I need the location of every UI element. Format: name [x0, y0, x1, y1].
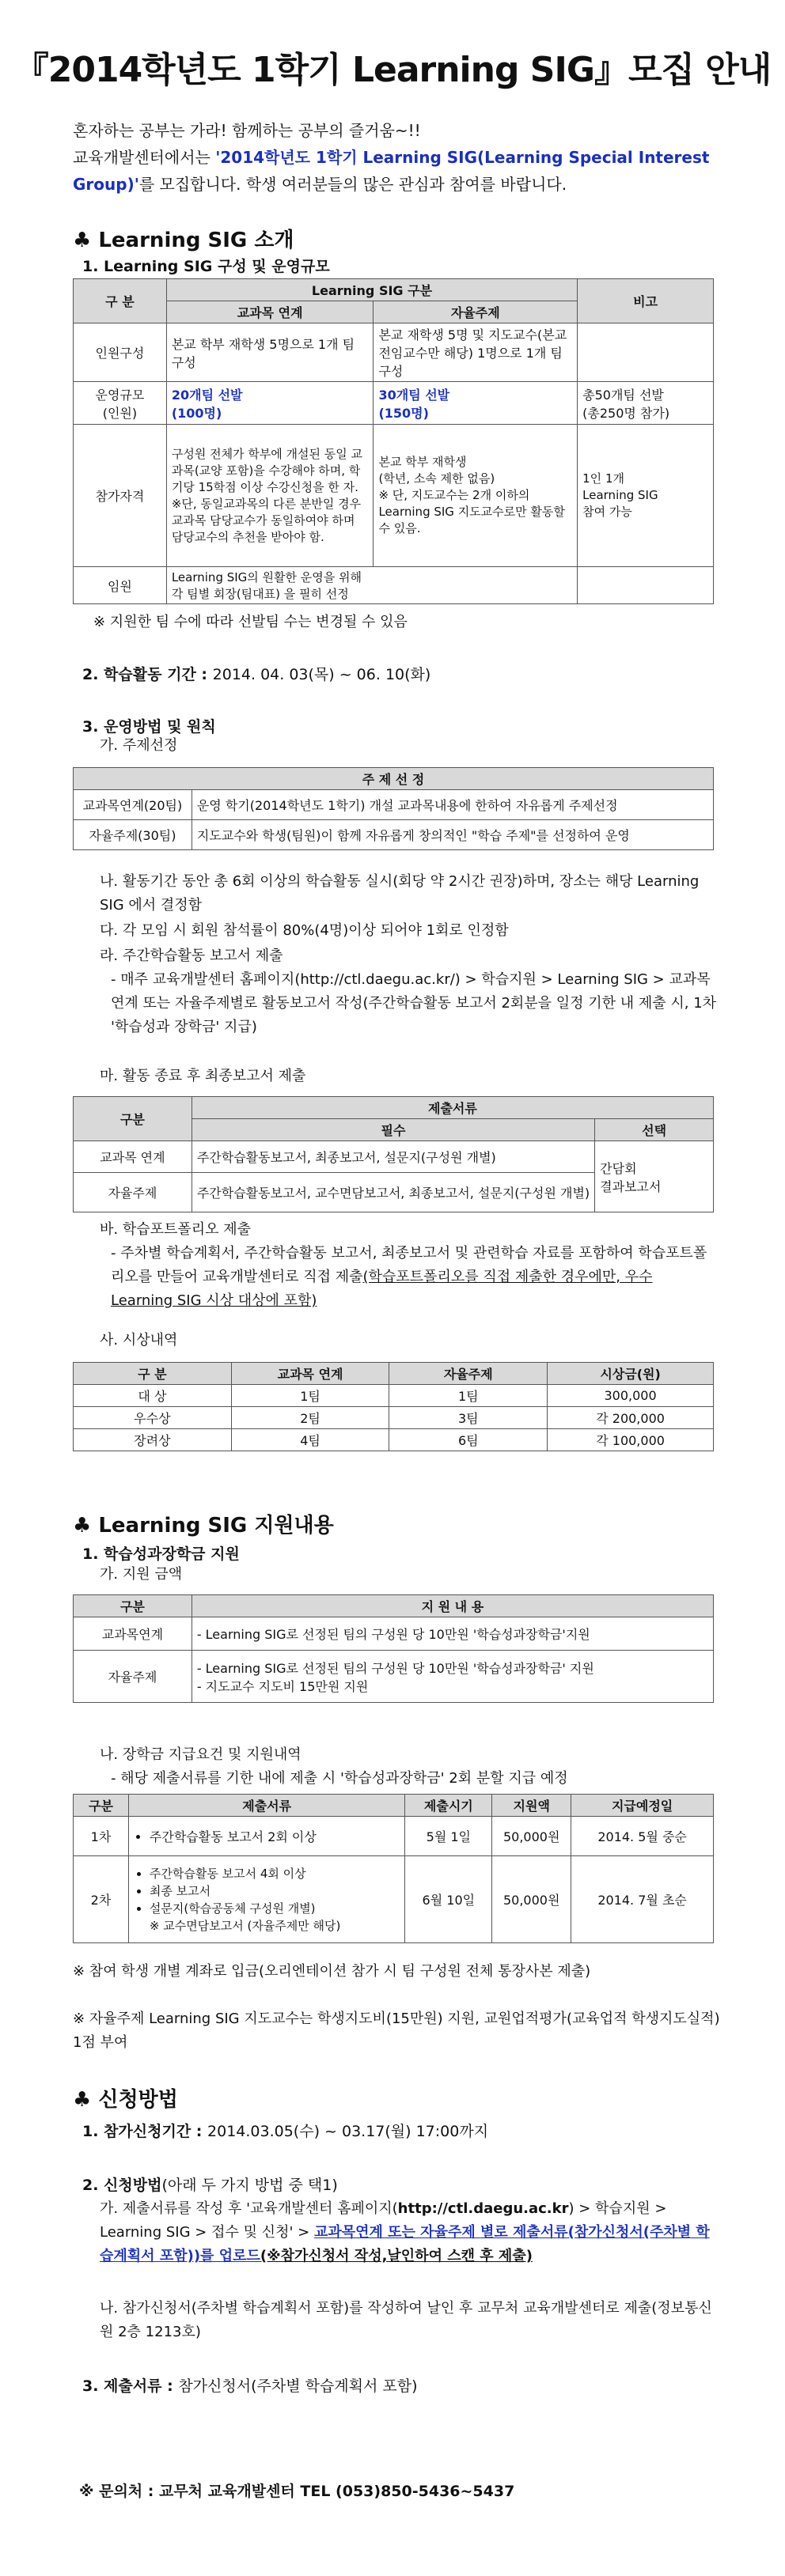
th-opt: 선택: [595, 1119, 714, 1141]
th-col2: 자율주제: [374, 301, 578, 323]
cell: 2014. 7월 초순: [571, 1856, 714, 1943]
cell: 50,000원: [492, 1856, 571, 1943]
cell: 각 200,000: [548, 1407, 714, 1429]
rule-ra-detail: - 매주 교육개발센터 홈페이지(http://ctl.daegu.ac.kr/) > 학습지원 > Learning SIG > 교과목연계 또는 자율주제별로 활동보고서 작성(주간학습활동 보고서 2회분을 일정 기한 내 제출 시, 1차 '학습성과 장학금' 지급): [111, 971, 717, 1035]
row-label: 임원: [74, 567, 167, 604]
apply-method-note: (아래 두 가지 방법 중 택1): [161, 2177, 338, 2194]
cell: 우수상: [74, 1407, 232, 1429]
homepage-link[interactable]: http://ctl.daegu.ac.kr: [397, 2200, 569, 2217]
rule-ma: 마. 활동 종료 후 최종보고서 제출: [100, 1068, 306, 1084]
topic-heading: 가. 주제선정: [100, 737, 178, 754]
cell: 본교 학부 재학생 5명으로 1개 팀 구성: [166, 323, 374, 382]
th-content: 지 원 내 용: [192, 1595, 713, 1617]
amount-heading: 가. 지원 금액: [100, 1566, 183, 1583]
list-item: • 설문지(학습공동체 구성원 개별): [150, 1900, 400, 1917]
cell: 30개팀 선발 (150명): [374, 382, 578, 425]
list-item-note: [134, 1917, 400, 1935]
section-intro-heading: ♣ Learning SIG 소개: [73, 229, 294, 252]
apply-period-value: 2014.03.05(수) ~ 03.17(월) 17:00까지: [207, 2123, 489, 2140]
row-label: 교과목 연계: [74, 1141, 192, 1173]
cell: [578, 323, 714, 382]
scholarship-heading: 1. 학습성과장학금 지원: [82, 1545, 240, 1563]
contact-footer: ※ 문의처 : 교무처 교육개발센터 TEL (053)850-5436~5437: [79, 2483, 515, 2500]
cell: 운영 학기(2014학년도 1학기) 개설 교과목내용에 한하여 자유롭게 주제선정: [192, 790, 713, 820]
section-support-heading: ♣ Learning SIG 지원내용: [73, 1514, 334, 1538]
note-prefix: ※: [149, 1918, 160, 1933]
cell: 50,000원: [492, 1817, 571, 1856]
cell: [192, 1651, 713, 1703]
th-col1: 교과목 연계: [166, 301, 374, 323]
rule-na: 나. 활동기간 동안 총 6회 이상의 학습활동 실시(회당 약 2시간 권장)하며, 장소는 해당 Learning SIG 에서 결정함: [100, 873, 700, 914]
cell: [128, 1817, 404, 1856]
documents-label: 3. 제출서류 :: [82, 2377, 173, 2395]
note-advisor: ※ 자율주제 Learning SIG 지도교수는 학생지도비(15만원) 지원, 교원업적평가(교육업적 학생지도실적) 1점 부여: [73, 2010, 720, 2051]
intro-highlight: '2014학년도 1학기 Learning SIG(Learning Special Interest Group)': [73, 148, 710, 194]
cell: 6팀: [389, 1429, 548, 1451]
method-highlight-note: (※참가신청서 작성,날인하여 스캔 후 제출): [260, 2248, 533, 2264]
support-table: [73, 1594, 714, 1703]
th-bigo: 비고: [578, 279, 714, 323]
th-gubun: 구 분: [74, 279, 167, 323]
apply-method-line: [82, 2173, 338, 2195]
cell: 지도교수와 학생(팀원)이 함께 자유롭게 창의적인 "학습 주제"를 선정하여 운영: [192, 820, 713, 850]
intro-line2: [73, 144, 722, 198]
th: 지급예정일: [571, 1795, 714, 1817]
cell: 본교 학부 재학생 (학년, 소속 제한 없음) ※ 단, 지도교수는 2개 이하의 Learning SIG 지도교수로만 활동할 수 있음.: [374, 425, 578, 567]
cell: 총50개팀 선발 (총250명 참가): [578, 382, 714, 425]
th-docs: 제출서류: [192, 1097, 713, 1119]
method-text-b: ) > 학습지원 > Learning SIG > 접수 및 신청' >: [100, 2200, 667, 2241]
requirements-heading: 나. 장학금 지급요건 및 지원내역: [100, 1746, 301, 1763]
cell: 6월 10일: [405, 1856, 492, 1943]
list-item: • 주간학습활동 보고서 2회 이상: [150, 1827, 400, 1845]
th-group: Learning SIG 구분: [166, 279, 577, 301]
award-table: [73, 1362, 714, 1451]
requirements-detail: - 해당 제출서류를 기한 내에 제출 시 '학습성과장학금' 2회 분할 지급 예정: [111, 1770, 568, 1787]
cell: [578, 567, 714, 604]
th-gubun: 구분: [74, 1097, 192, 1141]
note-selection: ※ 지원한 팀 수에 따라 선발팀 수는 변경될 수 있음: [93, 614, 408, 630]
portfolio-note: (학습포트폴리오를 직접 제출한 경우에만, 우수 Learning SIG 시상 대상에 포함): [111, 1269, 653, 1309]
documents-line: [82, 2374, 418, 2396]
cell: 1팀: [389, 1385, 548, 1407]
th-gubun: 구분: [74, 1595, 192, 1617]
row-label: 참가자격: [74, 425, 167, 567]
topic-table: [73, 767, 714, 850]
apply-period-line: [82, 2120, 488, 2141]
sig-structure-table: [73, 278, 714, 604]
sig-structure-heading: 1. Learning SIG 구성 및 운영규모: [82, 258, 330, 275]
intro-line1: 혼자하는 공부는 가라! 함께하는 공부의 즐거움~!!: [73, 121, 421, 140]
cell: 2014. 5월 중순: [571, 1817, 714, 1856]
list-item: • 최종 보고서: [150, 1882, 400, 1900]
th: 교과목 연계: [231, 1363, 389, 1385]
period-value: 2014. 04. 03(목) ~ 06. 10(화): [212, 666, 431, 683]
apply-method-label: 2. 신청방법: [82, 2177, 162, 2194]
th: 구 분: [74, 1363, 232, 1385]
cell: 구성원 전체가 학부에 개설된 동일 교과목(교양 포함)을 수강해야 하며, 학기당 15학점 이상 수강신청을 한 자. ※단, 동일교과목의 다른 분반일 경우 교과목 담당교수가 동일하여야 하며 담당교수의 추천을 받아야 함.: [166, 425, 374, 567]
cell: 장려상: [74, 1429, 232, 1451]
payment-table: [73, 1794, 714, 1943]
cell: - Learning SIG로 선정된 팀의 구성원 당 10만원 '학습성과장학금'지원: [192, 1617, 713, 1651]
cell: 대 상: [74, 1385, 232, 1407]
cell: [128, 1856, 404, 1943]
intro-text-a: 교육개발센터에서는: [73, 148, 216, 167]
rule-ba: 바. 학습포트폴리오 제출: [100, 1221, 252, 1238]
th: 자율주제: [389, 1363, 548, 1385]
cell-optional: 간담회 결과보고서: [595, 1141, 714, 1212]
cell: 1팀: [231, 1385, 389, 1407]
row-label: 운영규모 (인원): [74, 382, 167, 425]
th: 시상금(원): [548, 1363, 714, 1385]
th: 구분: [74, 1795, 129, 1817]
cell: 3팀: [389, 1407, 548, 1429]
note-account: ※ 참여 학생 개별 계좌로 입금(오리엔테이션 참가 시 팀 구성원 전체 통장사본 제출): [73, 1963, 591, 1980]
cell: 주간학습활동보고서, 교수면담보고서, 최종보고서, 설문지(구성원 개별): [192, 1173, 594, 1212]
rule-ba-detail: [111, 1242, 717, 1313]
section-apply-heading: ♣ 신청방법: [73, 2088, 178, 2112]
method-highlight: 교과목연계 또는 자율주제 별로 제출서류(참가신청서(주차별 학습계획서 포함))를 업로드: [100, 2224, 710, 2264]
th: 제출시기: [405, 1795, 492, 1817]
operation-heading: 3. 운영방법 및 원칙: [82, 718, 216, 736]
cell: 20개팀 선발 (100명): [166, 382, 374, 425]
row-label: 자율주제(30팀): [74, 820, 192, 850]
row-label: 교과목연계: [74, 1617, 192, 1651]
cell: 4팀: [231, 1429, 389, 1451]
row-label: 2차: [74, 1856, 129, 1943]
cell: 주간학습활동보고서, 최종보고서, 설문지(구성원 개별): [192, 1141, 594, 1173]
cell: 5월 1일: [405, 1817, 492, 1856]
method-text-a: 가. 제출서류를 작성 후 '교육개발센터 홈페이지(: [100, 2200, 398, 2217]
th-req: 필수: [192, 1119, 594, 1141]
apply-method-ga: [100, 2197, 722, 2268]
list-item: • 주간학습활동 보고서 4회 이상: [150, 1865, 400, 1882]
cell-line: - 지도교수 지도비 15만원 지원: [196, 1678, 369, 1694]
intro-text-b: 를 모집합니다. 학생 여러분들의 많은 관심과 참여를 바랍니다.: [138, 175, 567, 194]
period-line: [82, 663, 430, 684]
row-label: 1차: [74, 1817, 129, 1856]
final-report-table: [73, 1096, 714, 1212]
cell: 1인 1개 Learning SIG 참여 가능: [578, 425, 714, 567]
intro: [73, 117, 722, 198]
th: 지원액: [492, 1795, 571, 1817]
cell: 본교 재학생 5명 및 지도교수(본교 전임교수만 해당) 1명으로 1개 팀 구성: [374, 323, 578, 382]
cell: 각 100,000: [548, 1429, 714, 1451]
documents-value: 참가신청서(주차별 학습계획서 포함): [178, 2377, 418, 2395]
rule-ra: 라. 주간학습활동 보고서 제출: [100, 948, 283, 964]
cell: Learning SIG의 원활한 운영을 위해 각 팀별 회장(팀대표) 을 필히 선정: [166, 567, 577, 604]
th-topic: 주 제 선 정: [74, 768, 714, 790]
rule-da: 다. 각 모임 시 회원 참석률이 80%(4명)이상 되어야 1회로 인정함: [100, 922, 509, 939]
rule-sa: 사. 시상내역: [100, 1332, 178, 1349]
note-text: 교수면담보고서 (자율주제만 해당): [163, 1918, 341, 1933]
cell: 2팀: [231, 1407, 389, 1429]
th: 제출서류: [128, 1795, 404, 1817]
row-label: 자율주제: [74, 1651, 192, 1703]
row-label: 자율주제: [74, 1173, 192, 1212]
period-label: 2. 학습활동 기간 :: [82, 666, 208, 683]
portfolio-text: - 주차별 학습계획서, 주간학습활동 보고서, 최종보고서 및 관련학습 자료를 포함하여 학습포트폴리오를 만들어 교육개발센터로 직접 제출: [111, 1245, 707, 1285]
row-label: 교과목연계(20팀): [74, 790, 192, 820]
page-title: 『2014학년도 1학기 Learning SIG』모집 안내: [13, 50, 772, 90]
apply-period-label: 1. 참가신청기간 :: [82, 2123, 203, 2140]
apply-method-na: 나. 참가신청서(주차별 학습계획서 포함)를 작성하여 날인 후 교무처 교육개발센터로 제출(정보통신원 2층 1213호): [100, 2300, 712, 2340]
cell: 300,000: [548, 1385, 714, 1407]
cell-line: - Learning SIG로 선정된 팀의 구성원 당 10만원 '학습성과장학금' 지원: [196, 1660, 594, 1676]
row-label: 인원구성: [74, 323, 167, 382]
